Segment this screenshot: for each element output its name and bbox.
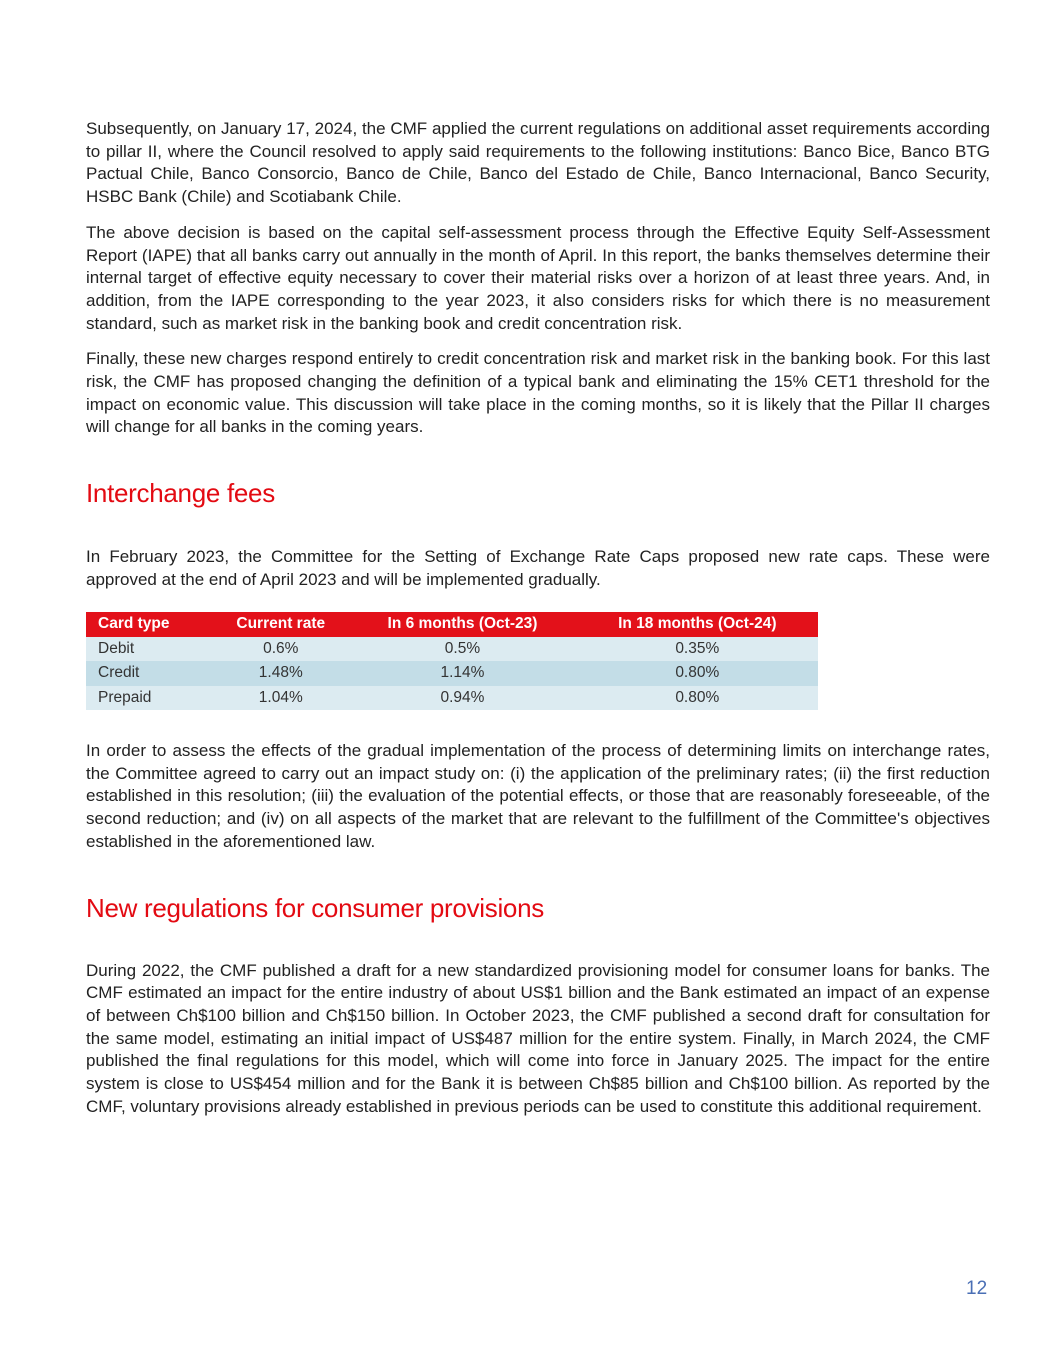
paragraph-impact-study: In order to assess the effects of the gradual implementation of the process of determining limits on interchange rates, the Committee agreed to carry out an impact study on: (i) the application of the preliminary rates; (ii) the first reduction established in this resolution; (iii) the evaluation of the potential effects, or those that are reasonably foreseeable, of the second reduction; and (iv) on all aspects of the market that are relevant to the fulfillment of the Committee's objectives established in the aforementioned law. xyxy=(86,741,990,851)
paragraph-interchange-intro: In February 2023, the Committee for the Setting of Exchange Rate Caps proposed new rate caps. These were approved at the end of April 2023 and will be implemented gradually. xyxy=(86,547,990,589)
paragraph-iape: The above decision is based on the capital self-assessment process through the Effective Equity Self-Assessment Report (IAPE) that all banks carry out annually in the month of April. In this report, the banks themselves determine their internal target of effective equity necessary to cover their material risks over a horizon of at least three years. And, in addition, from the IAPE corresponding to the year 2023, it also considers risks for which there is no measurement standard, such as market risk in the banking book and credit concentration risk. xyxy=(86,222,990,333)
cell-18-months: 0.80% xyxy=(577,661,818,686)
cell-card-type: Debit xyxy=(86,637,213,662)
table-row xyxy=(86,661,818,686)
cell-6-months: 1.14% xyxy=(348,661,576,686)
paragraph-new-charges: Finally, these new charges respond entirely to credit concentration risk and market risk in the banking book. For this last risk, the CMF has proposed changing the definition of a typical bank and eliminating the 15% CET1 threshold for the impact on economic value. This discussion will take place in the coming months, so it is likely that the Pillar II charges will change for all banks in the coming years. xyxy=(86,349,990,437)
cell-18-months: 0.35% xyxy=(577,637,818,662)
paragraph-pillar-ii: Subsequently, on January 17, 2024, the CMF applied the current regulations on additional asset requirements according to pillar II, where the Council resolved to apply said requirements to the following institutions: Banco Bice, Banco BTG Pactual Chile, Banco Consorcio, Banco de Chile, Banco del Estado de Chile, Banco Internacional, Banco Security, HSBC Bank (Chile) and Scotiabank Chile. xyxy=(86,119,990,207)
cell-card-type: Credit xyxy=(86,661,213,686)
paragraph-consumer-provisions: During 2022, the CMF published a draft for a new standardized provisioning model for consumer loans for banks. The CMF estimated an impact for the entire industry of about US$1 billion and the Bank estimated an impact of an expense of between Ch$100 billion and Ch$150 billion. In October 2023, the CMF published a second draft for consultation for the same model, estimating an initial impact of US$487 million for the entire system. Finally, in March 2024, the CMF published the final regulations for this model, which will come into force in January 2025. The impact for the entire system is close to US$454 million and for the Bank it is between Ch$85 billion and Ch$100 billion. As reported by the CMF, voluntary provisions already established in previous periods can be used to constitute this additional requirement. xyxy=(86,960,990,1116)
heading-interchange-fees: Interchange fees xyxy=(86,478,275,509)
cell-current-rate: 1.04% xyxy=(213,686,348,711)
column-header-6-months: In 6 months (Oct-23) xyxy=(348,612,576,637)
cell-card-type: Prepaid xyxy=(86,686,213,711)
column-header-18-months: In 18 months (Oct-24) xyxy=(577,612,818,637)
page-number: 12 xyxy=(966,1278,988,1299)
table-row xyxy=(86,686,818,711)
cell-18-months: 0.80% xyxy=(577,686,818,711)
cell-6-months: 0.5% xyxy=(348,637,576,662)
cell-current-rate: 0.6% xyxy=(213,637,348,662)
cell-current-rate: 1.48% xyxy=(213,661,348,686)
document-page xyxy=(86,118,990,1118)
cell-6-months: 0.94% xyxy=(348,686,576,711)
column-header-card-type: Card type xyxy=(86,612,213,637)
column-header-current-rate: Current rate xyxy=(213,612,348,637)
table-row xyxy=(86,637,818,662)
table-header-row xyxy=(86,612,818,637)
interchange-rates-table xyxy=(86,612,818,711)
heading-consumer-provisions: New regulations for consumer provisions xyxy=(86,892,544,923)
